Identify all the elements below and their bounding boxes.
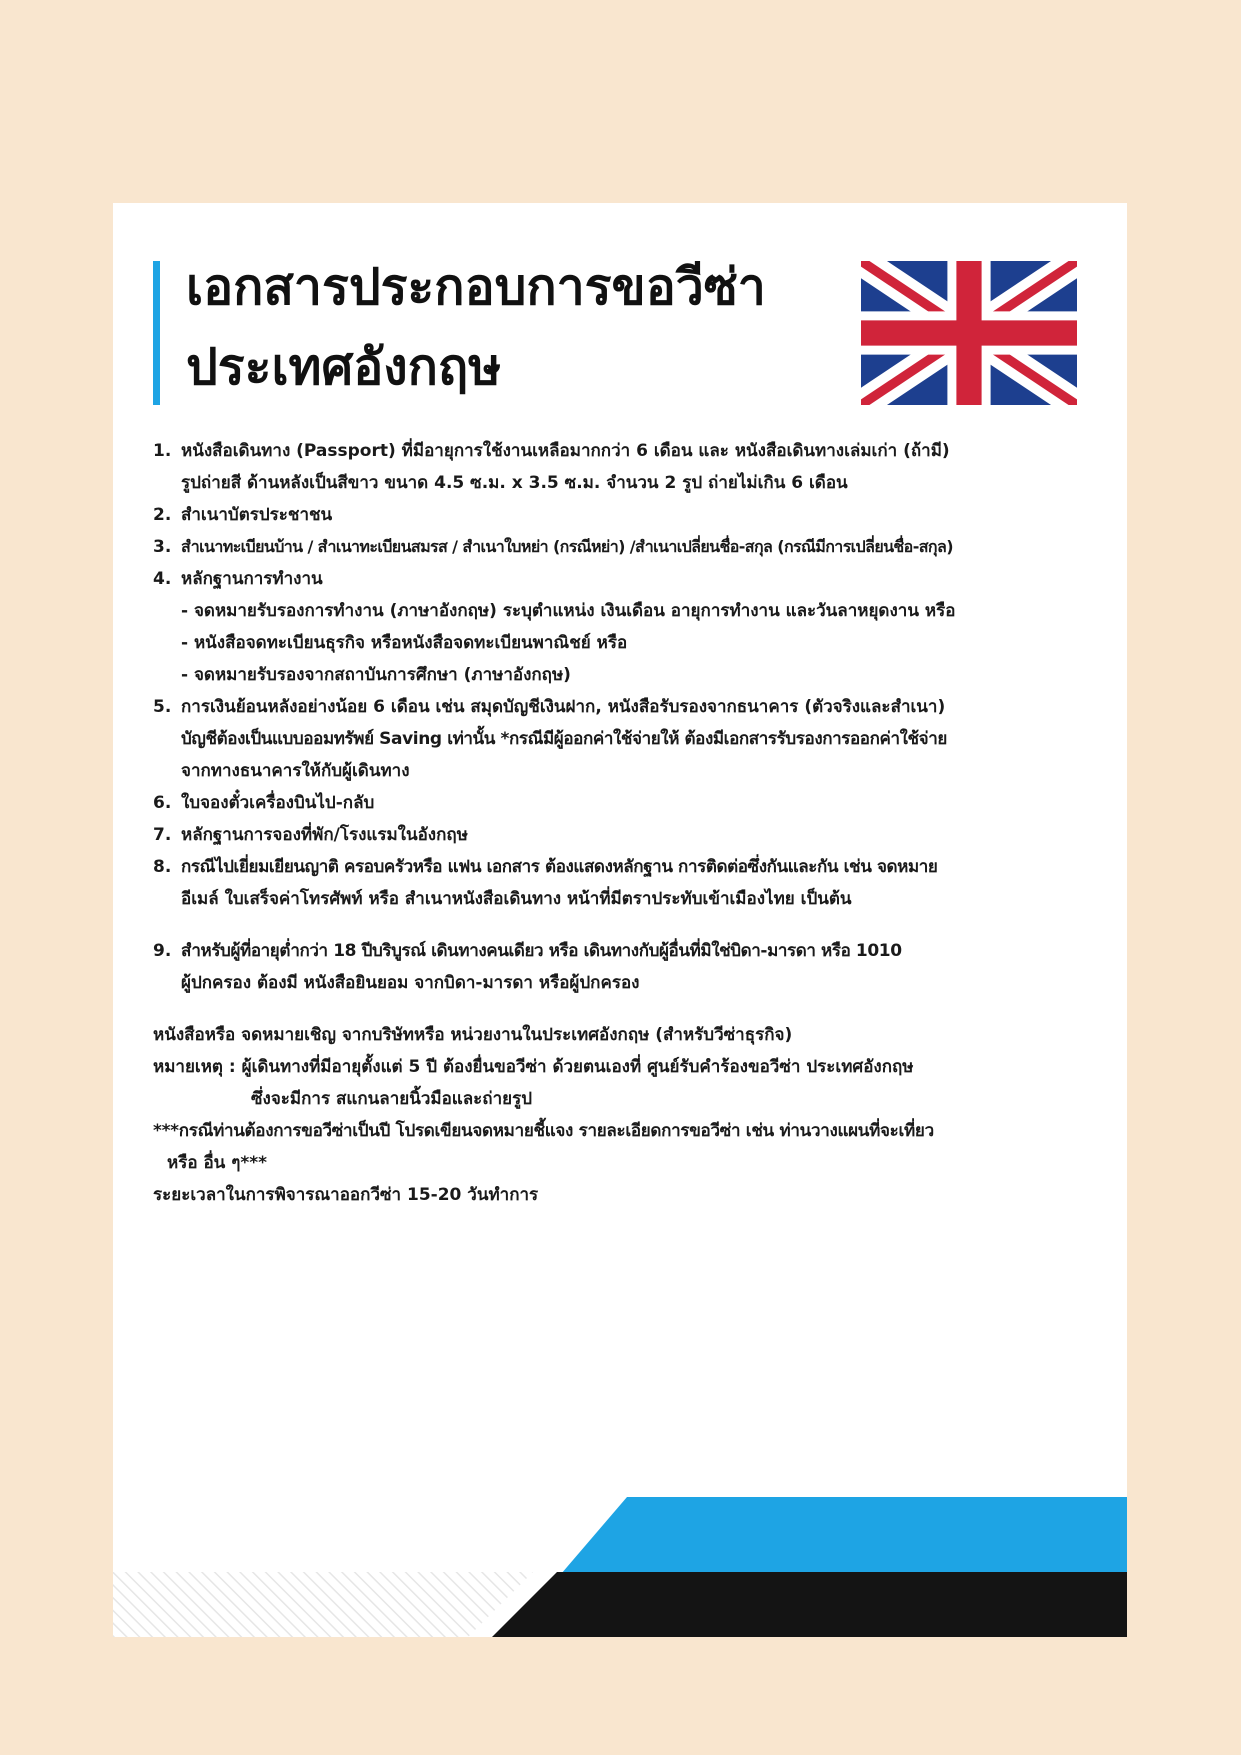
remark-note-continued: ซึ่งจะมีการ สแกนลายนิ้วมือและถ่ายรูป xyxy=(251,1089,533,1109)
title-accent-bar xyxy=(153,261,160,405)
list-item: 3. สำเนาทะเบียนบ้าน / สำเนาทะเบียนสมรส / สำเนาใบหย่า (กรณีหย่า) /สำเนาเปลี่ยนชื่อ-สกุล (กรณีมีการเปลี่ยนชื่อ-สกุล) xyxy=(153,537,953,557)
title-line-2: ประเทศอังกฤษ xyxy=(186,338,502,396)
sub-item: - หนังสือจดทะเบียนธุรกิจ หรือหนังสือจดทะเบียนพาณิชย์ หรือ xyxy=(181,633,628,653)
remark-note: หมายเหตุ : ผู้เดินทางที่มีอายุตั้งแต่ 5 ปี ต้องยื่นขอวีซ่า ด้วยตนเองที่ ศูนย์รับคำร้องขอวีซ่า ประเทศอังกฤษ xyxy=(153,1057,914,1077)
requirements-list xyxy=(153,435,1103,1211)
list-item: 4. หลักฐานการทำงาน xyxy=(153,569,323,589)
list-item: 9. สำหรับผู้ที่อายุต่ำกว่า 18 ปีบริบูรณ์ เดินทางคนเดียว หรือ เดินทางกับผู้อื่นที่มิใช่บิดา-มารดา หรือ 1010 ผู้ปกครอง ต้องมี หนังสือยินยอม จากบิดา-มารดา หรือผู้ปกครอง xyxy=(153,941,902,993)
sub-item: - จดหมายรับรองการทำงาน (ภาษาอังกฤษ) ระบุตำแหน่ง เงินเดือน อายุการทำงาน และวันลาหยุดงาน หรือ xyxy=(181,601,956,621)
list-item: 6. ใบจองตั๋วเครื่องบินไป-กลับ xyxy=(153,793,375,813)
list-item: 5. การเงินย้อนหลังอย่างน้อย 6 เดือน เช่น สมุดบัญชีเงินฝาก, หนังสือรับรองจากธนาคาร (ตัวจริงและสำเนา) บัญชีต้องเป็นแบบออมทรัพย์ Saving เท่านั้น *กรณีมีผู้ออกค่าใช้จ่ายให้ ต้องมีเอกสารรับรองการออกค่าใช้จ่าย จากทางธนาคารให้กับผู้เดินทาง xyxy=(153,697,947,781)
uk-flag-icon xyxy=(861,261,1077,405)
sub-item: - จดหมายรับรองจากสถาบันการศึกษา (ภาษาอังกฤษ) xyxy=(181,665,571,685)
processing-time: ระยะเวลาในการพิจารณาออกวีซ่า 15-20 วันทำการ xyxy=(153,1185,539,1205)
title-line-1: เอกสารประกอบการขอวีซ่า xyxy=(186,258,766,316)
document-card xyxy=(113,203,1127,1637)
list-item: 8. กรณีไปเยี่ยมเยียนญาติ ครอบครัวหรือ แฟน เอกสาร ต้องแสดงหลักฐาน การติดต่อซึ่งกันและกัน เช่น จดหมาย อีเมล์ ใบเสร็จค่าโทรศัพท์ หรือ สำเนาหนังสือเดินทาง หน้าที่มีตราประทับเข้าเมืองไทย เป็นต้น xyxy=(153,857,938,909)
list-item: 2. สำเนาบัตรประชาชน xyxy=(153,505,333,525)
annual-visa-note: ***กรณีท่านต้องการขอวีซ่าเป็นปี โปรดเขียนจดหมายชี้แจง รายละเอียดการขอวีซ่า เช่น ท่านวางแผนที่จะเที่ยว xyxy=(153,1121,934,1141)
list-item: 1. หนังสือเดินทาง (Passport) ที่มีอายุการใช้งานเหลือมากกว่า 6 เดือน และ หนังสือเดินทางเล่มเก่า (ถ้ามี) รูปถ่ายสี ด้านหลังเป็นสีขาว ขนาด 4.5 ซ.ม. x 3.5 ซ.ม. จำนวน 2 รูป ถ่ายไม่เกิน 6 เดือน xyxy=(153,441,950,493)
decorative-stripes xyxy=(113,1497,1127,1637)
business-note: หนังสือหรือ จดหมายเชิญ จากบริษัทหรือ หน่วยงานในประเทศอังกฤษ (สำหรับวีซ่าธุรกิจ) xyxy=(153,1025,793,1045)
page-title xyxy=(186,247,806,407)
annual-visa-note-continued: หรือ อื่น ๆ*** xyxy=(167,1153,268,1173)
list-item: 7. หลักฐานการจองที่พัก/โรงแรมในอังกฤษ xyxy=(153,825,468,845)
